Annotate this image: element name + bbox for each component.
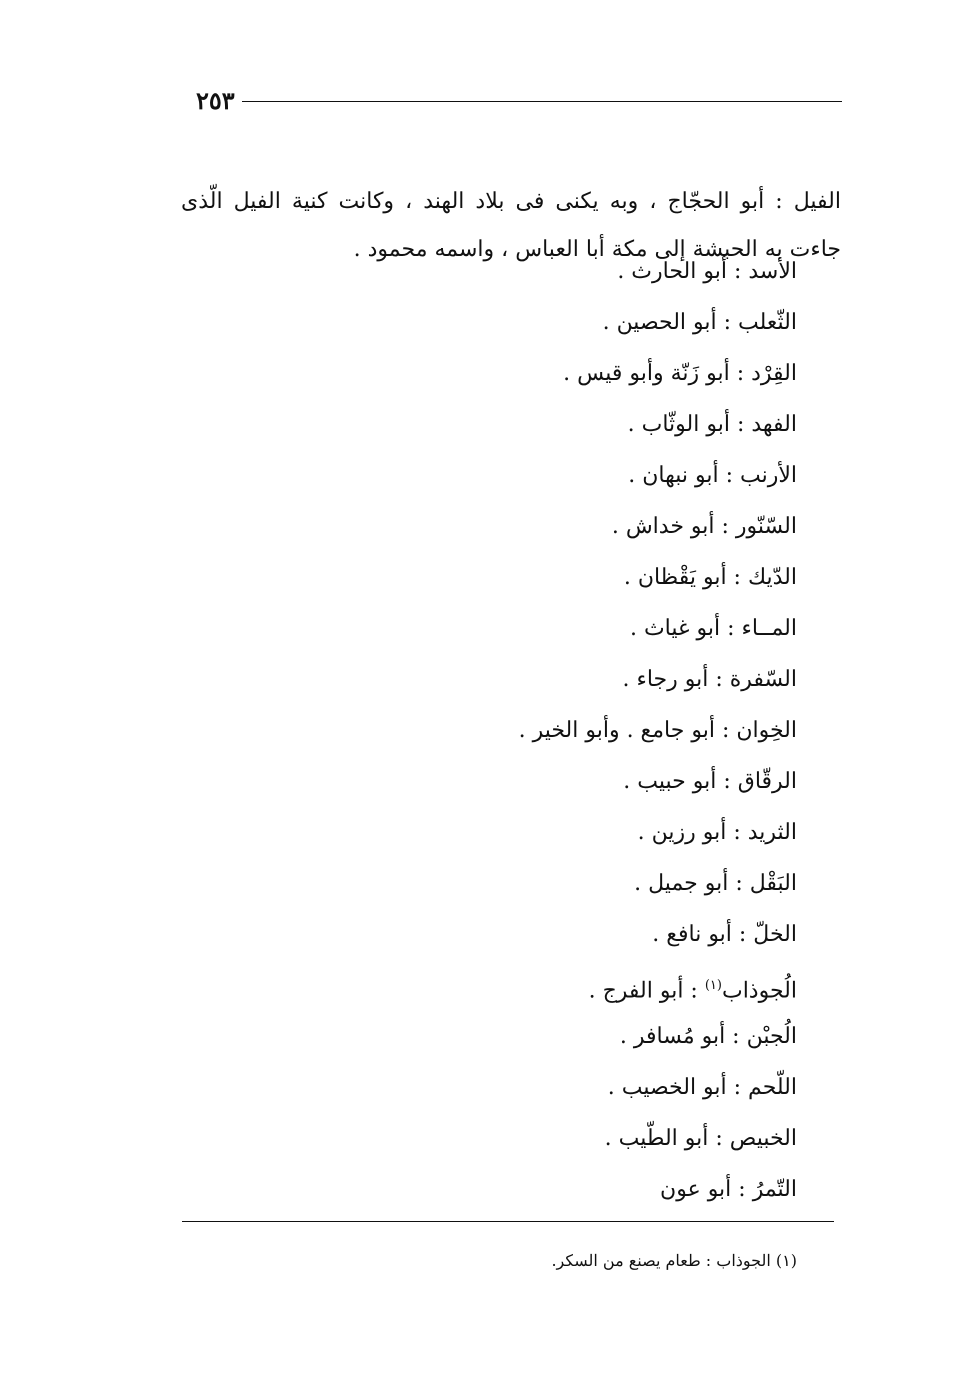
list-item: الخبيص : أبو الطّيب . — [604, 1126, 797, 1151]
list-item: الخِوان : أبو جامع . وأبو الخير . — [518, 718, 797, 743]
list-item: اللّحم : أبو الخصيب . — [607, 1075, 797, 1100]
list-item: الخلّ : أبو نافع . — [652, 922, 797, 947]
footnote-rule — [182, 1221, 834, 1222]
list-item: الأسد : أبو الحارث . — [617, 259, 797, 284]
list-item: الفهد : أبو الوثّاب . — [627, 412, 797, 437]
intro-paragraph: الفيل : أبو الحجّاج ، وبه يكنى فى بلاد الهند ، وكانت كنية الفيل الّذى جاءت به الحبشة إلى مكة أبا العباس ، واسمه محمود . — [181, 189, 841, 262]
list-item: الثريد : أبو رزين . — [637, 820, 797, 845]
list-item: السّفرة : أبو رجاء . — [622, 667, 797, 692]
entry-term: الُجوذاب — [721, 978, 797, 1004]
list-item: القِرْد : أبو زَنّة وأبو قيس . — [563, 361, 797, 386]
list-item: الُجبْن : أبو مُسافر . — [619, 1024, 797, 1049]
list-item: السّنّور : أبو خداش . — [611, 514, 797, 539]
list-item-with-footnote — [277, 966, 797, 1017]
footnote-marker: (١) — [704, 978, 722, 993]
list-item: التّمرُ : أبو عون — [660, 1177, 797, 1202]
list-item: المــاء : أبو غياث . — [629, 616, 797, 641]
entry-kunya: : أبو الفرج . — [588, 978, 705, 1004]
kunya-list — [277, 252, 797, 1221]
list-item: الثّعلب : أبو الحصين . — [602, 310, 797, 335]
header-rule — [242, 101, 842, 102]
list-item: البَقْل : أبو جميل . — [634, 871, 797, 896]
list-item: الأرنب : أبو نبهان . — [628, 463, 797, 488]
list-item: الدّيك : أبو يَقْظان . — [623, 565, 797, 590]
footnote: (١) الجوذاب : طعام يصنع من السكر. — [551, 1251, 797, 1270]
page-number: ٢٥٣ — [196, 86, 235, 115]
list-item: الرقّاق : أبو حبيب . — [623, 769, 797, 794]
